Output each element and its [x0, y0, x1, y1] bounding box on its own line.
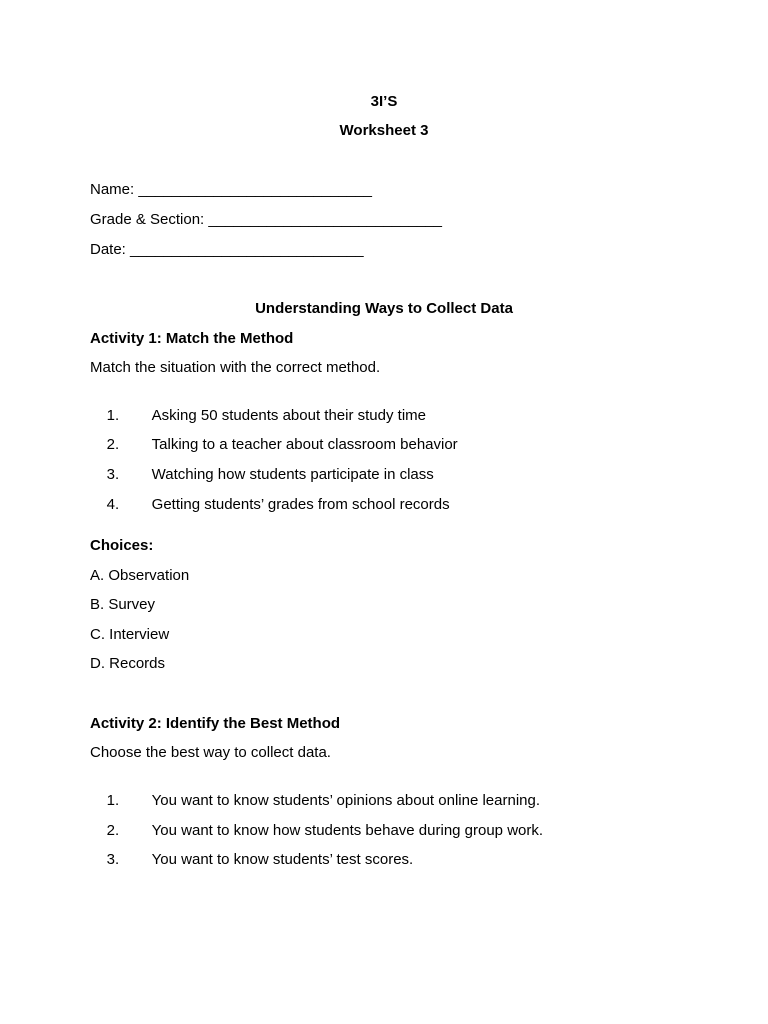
- activity1-title: Activity 1: Match the Method: [90, 330, 294, 347]
- school-title: 3I’S: [370, 93, 398, 110]
- date-field: Date: ____________________________: [90, 241, 364, 258]
- list-item: [90, 478, 450, 532]
- list-item: [90, 833, 413, 887]
- choice-item: A. Observation: [90, 567, 190, 584]
- item-text: Watching how students participate in class: [151, 466, 434, 483]
- choices-title: Choices:: [90, 537, 154, 554]
- item-number: 3.: [106, 466, 120, 483]
- choice-item: D. Records: [90, 655, 166, 672]
- item-number: 2.: [106, 436, 120, 453]
- item-number: 4.: [106, 496, 120, 513]
- worksheet-title: Worksheet 3: [339, 122, 429, 139]
- name-field: Name: ____________________________: [90, 181, 372, 198]
- item-text: You want to know students’ opinions about online learning.: [151, 792, 541, 809]
- grade-section-field: Grade & Section: ____________________________: [90, 211, 442, 228]
- item-text: You want to know how students behave during group work.: [151, 822, 544, 839]
- section-title: Understanding Ways to Collect Data: [255, 300, 513, 317]
- item-number: 2.: [106, 822, 120, 839]
- choice-item: C. Interview: [90, 626, 170, 643]
- item-text: Talking to a teacher about classroom behavior: [151, 436, 458, 453]
- item-text: Getting students’ grades from school records: [151, 496, 450, 513]
- choice-item: B. Survey: [90, 596, 156, 613]
- activity1-instruction: Match the situation with the correct method.: [90, 359, 381, 376]
- activity2-title: Activity 2: Identify the Best Method: [90, 715, 341, 732]
- activity2-instruction: Choose the best way to collect data.: [90, 744, 331, 761]
- item-number: 1.: [106, 792, 120, 809]
- item-number: 1.: [106, 407, 120, 424]
- item-text: You want to know students’ test scores.: [151, 851, 414, 868]
- item-number: 3.: [106, 851, 120, 868]
- item-text: Asking 50 students about their study time: [151, 407, 426, 424]
